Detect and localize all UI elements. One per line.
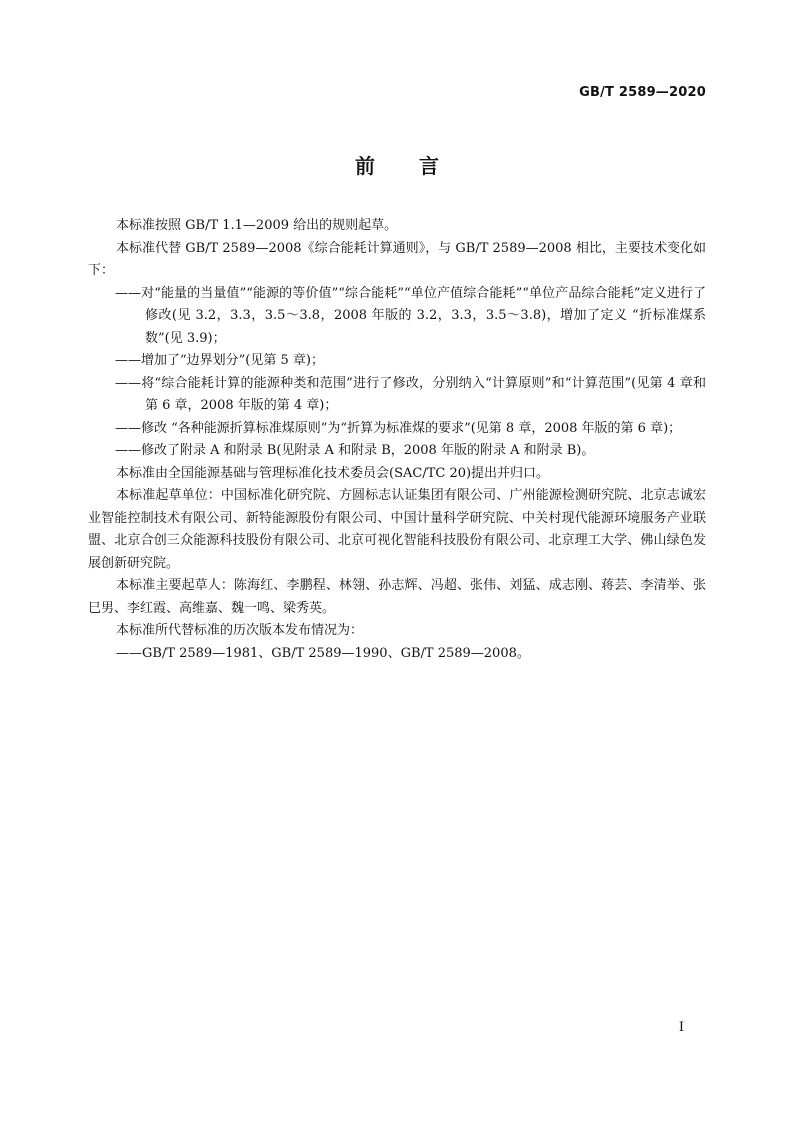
history-list: ——GB/T 2589—1981、GB/T 2589—1990、GB/T 2589—2008。 [116, 645, 530, 661]
title-char-2: 言 [419, 154, 439, 178]
drafting-rules-paragraph: 本标准按照 GB/T 1.1—2009 给出的规则起草。 [116, 218, 398, 233]
history-intro-paragraph: 本标准所代替标准的历次版本发布情况为： [116, 623, 364, 638]
foreword-body [88, 215, 706, 665]
drafting-units-paragraph: 本标准起草单位：中国标准化研究院、方圆标志认证集团有限公司、广州能源检测研究院、北京志诚宏业智能控制技术有限公司、新特能源股份有限公司、中国计量科学研究院、中关村现代能源环境服务产业联盟、北京合创三众能源科技股份有限公司、北京可视化智能科技股份有限公司、北京理工大学、佛山绿色发展创新研究院。 [88, 488, 706, 571]
change-item: ——将“综合能耗计算的能源种类和范围”进行了修改，分别纳入“计算原则”和“计算范围”(见第 4 章和第 6 章，2008 年版的第 4 章)； [115, 375, 706, 413]
change-item: ——修改 “各种能源折算标准煤原则”为“折算为标准煤的要求”(见第 8 章，2008 年版的第 6 章)； [115, 420, 682, 436]
drafters-paragraph: 本标准主要起草人：陈海红、李鹏程、林翎、孙志辉、冯超、张伟、刘猛、成志刚、蒋芸、李清举、张巳男、李红霞、高维嘉、魏一鸣、梁秀英。 [88, 578, 706, 616]
page-number: I [678, 1020, 684, 1035]
replacement-paragraph: 本标准代替 GB/T 2589—2008《综合能耗计算通则》，与 GB/T 2589—2008 相比，主要技术变化如下： [88, 240, 706, 278]
title-char-1: 前 [355, 154, 375, 178]
change-item: ——增加了“边界划分”(见第 5 章)； [115, 353, 324, 368]
page-title [0, 150, 794, 179]
change-item: ——对“能量的当量值”“能源的等价值”“综合能耗”“单位产值综合能耗”“单位产品综合能耗”定义进行了修改(见 3.2，3.3，3.5～3.8，2008 年版的 3.2，3.3，3.5～3.8)，增加了定义 “折标准煤系数”(见 3.9)； [115, 285, 706, 346]
change-item: ——修改了附录 A 和附录 B(见附录 A 和附录 B，2008 年版的附录 A 和附录 B)。 [115, 443, 595, 458]
committee-paragraph: 本标准由全国能源基础与管理标准化技术委员会(SAC/TC 20)提出并归口。 [116, 465, 550, 481]
standard-number: GB/T 2589—2020 [579, 85, 706, 100]
